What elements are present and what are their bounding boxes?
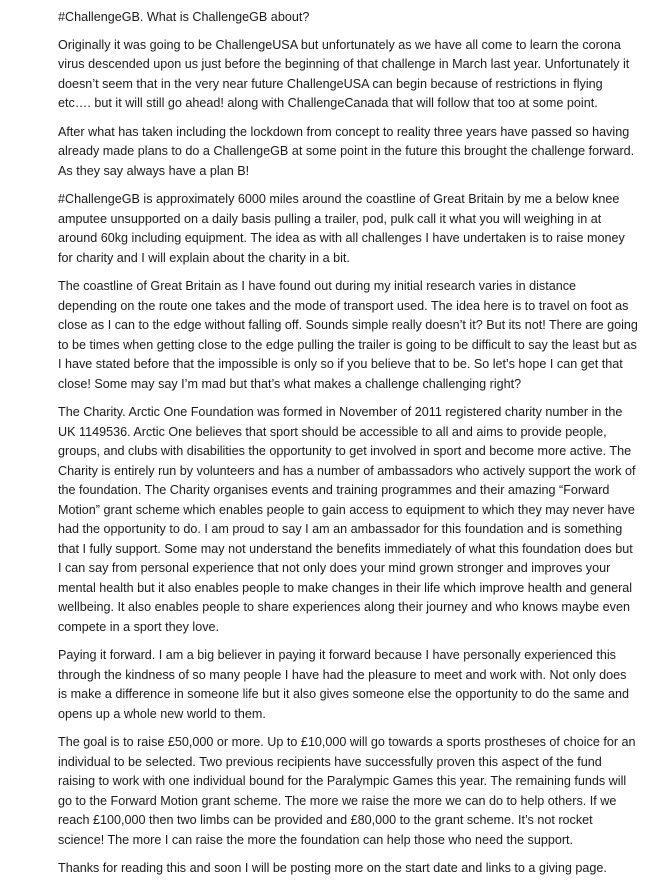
paragraph-challenge-description: #ChallengeGB is approximately 6000 miles around the coastline of Great Britain by me a below knee amputee unsupported on a daily basis pulling a trailer, pod, pulk call it what you will weighing in at around 60kg including equipment. The idea as with all challenges I have undertaken is to raise money for charity and I will explain about the charity in a bit.: [58, 192, 625, 265]
paragraph-coastline: The coastline of Great Britain as I have found out during my initial research varies in distance depending on the route one takes and the mode of transport used. The idea here is to travel on foot as close as I can to the edge without falling off. Sounds simple really doesn’t it? But its not! There are going to be times when getting close to the edge pulling the trailer is going to be difficult to say the least but as I have stated before that the impossible is only so if you believe that to be. So let’s hope I can get that close! Some may say I’m mad but that’s what makes a challenge challenging right?: [58, 279, 638, 391]
paragraph-goal: The goal is to raise £50,000 or more. Up to £10,000 will go towards a sports prostheses of choice for an individual to be selected. Two previous recipients have successfully proven this aspect of the fund raising to work with one individual bound for the Paralympic Games this year. The remaining funds will go to the Forward Motion grant scheme. The more we raise the more we can do to help others. If we reach £100,000 then two limbs can be provided and £80,000 to the grant scheme. It’s not rocket science! The more I can raise the more the foundation can help those who need the support.: [58, 735, 636, 847]
paragraph-thanks: Thanks for reading this and soon I will be posting more on the start date and links to a giving page.: [58, 861, 607, 875]
paragraph-charity: The Charity. Arctic One Foundation was formed in November of 2011 registered charity number in the UK 1149536. Arctic One believes that sport should be accessible to all and aims to provide people, groups, and clubs with disabilities the opportunity to get involved in sport and become more active. The Charity is entirely run by volunteers and has a number of ambassadors who actively support the work of the foundation. The Charity organises events and training programmes and their amazing “Forward Motion” grant scheme which enables people to gain access to equipment to which they may never have had the opportunity to do. I am proud to say I am an ambassador for this foundation and is something that I fully support. Some may not understand the benefits immediately of what this foundation does but I can say from personal experience that not only does your mind grown stronger and improves your mental health but it also enables people to make changes in their life which improve health and general wellbeing. It also enables people to share experiences along their journey and who knows maybe even compete in a sport they love.: [58, 405, 636, 634]
document-title: #ChallengeGB. What is ChallengeGB about?: [58, 10, 310, 24]
paragraph-paying-it-forward: Paying it forward. I am a big believer in paying it forward because I have personally experienced this through the kindness of so many people I have had the pleasure to meet and work with. Not only does is make a difference in someone life but it also gives someone else the opportunity to do the same and opens up a whole new world to them.: [58, 648, 630, 721]
paragraph-plan-b: After what has taken including the lockdown from concept to reality three years have passed so having already made plans to do a ChallengeGB at some point in the future this brought the challenge forward. As they say always have a plan B!: [58, 124, 635, 178]
paragraph-origin: Originally it was going to be ChallengeUSA but unfortunately as we have all come to learn the corona virus descended upon us just before the beginning of that challenge in March last year. Unfortunately it doesn’t seem that in the very near future ChallengeUSA can begin because of restrictions in flying etc…. but it will still go ahead! along with ChallengeCanada that will follow that too at some point.: [58, 37, 630, 110]
